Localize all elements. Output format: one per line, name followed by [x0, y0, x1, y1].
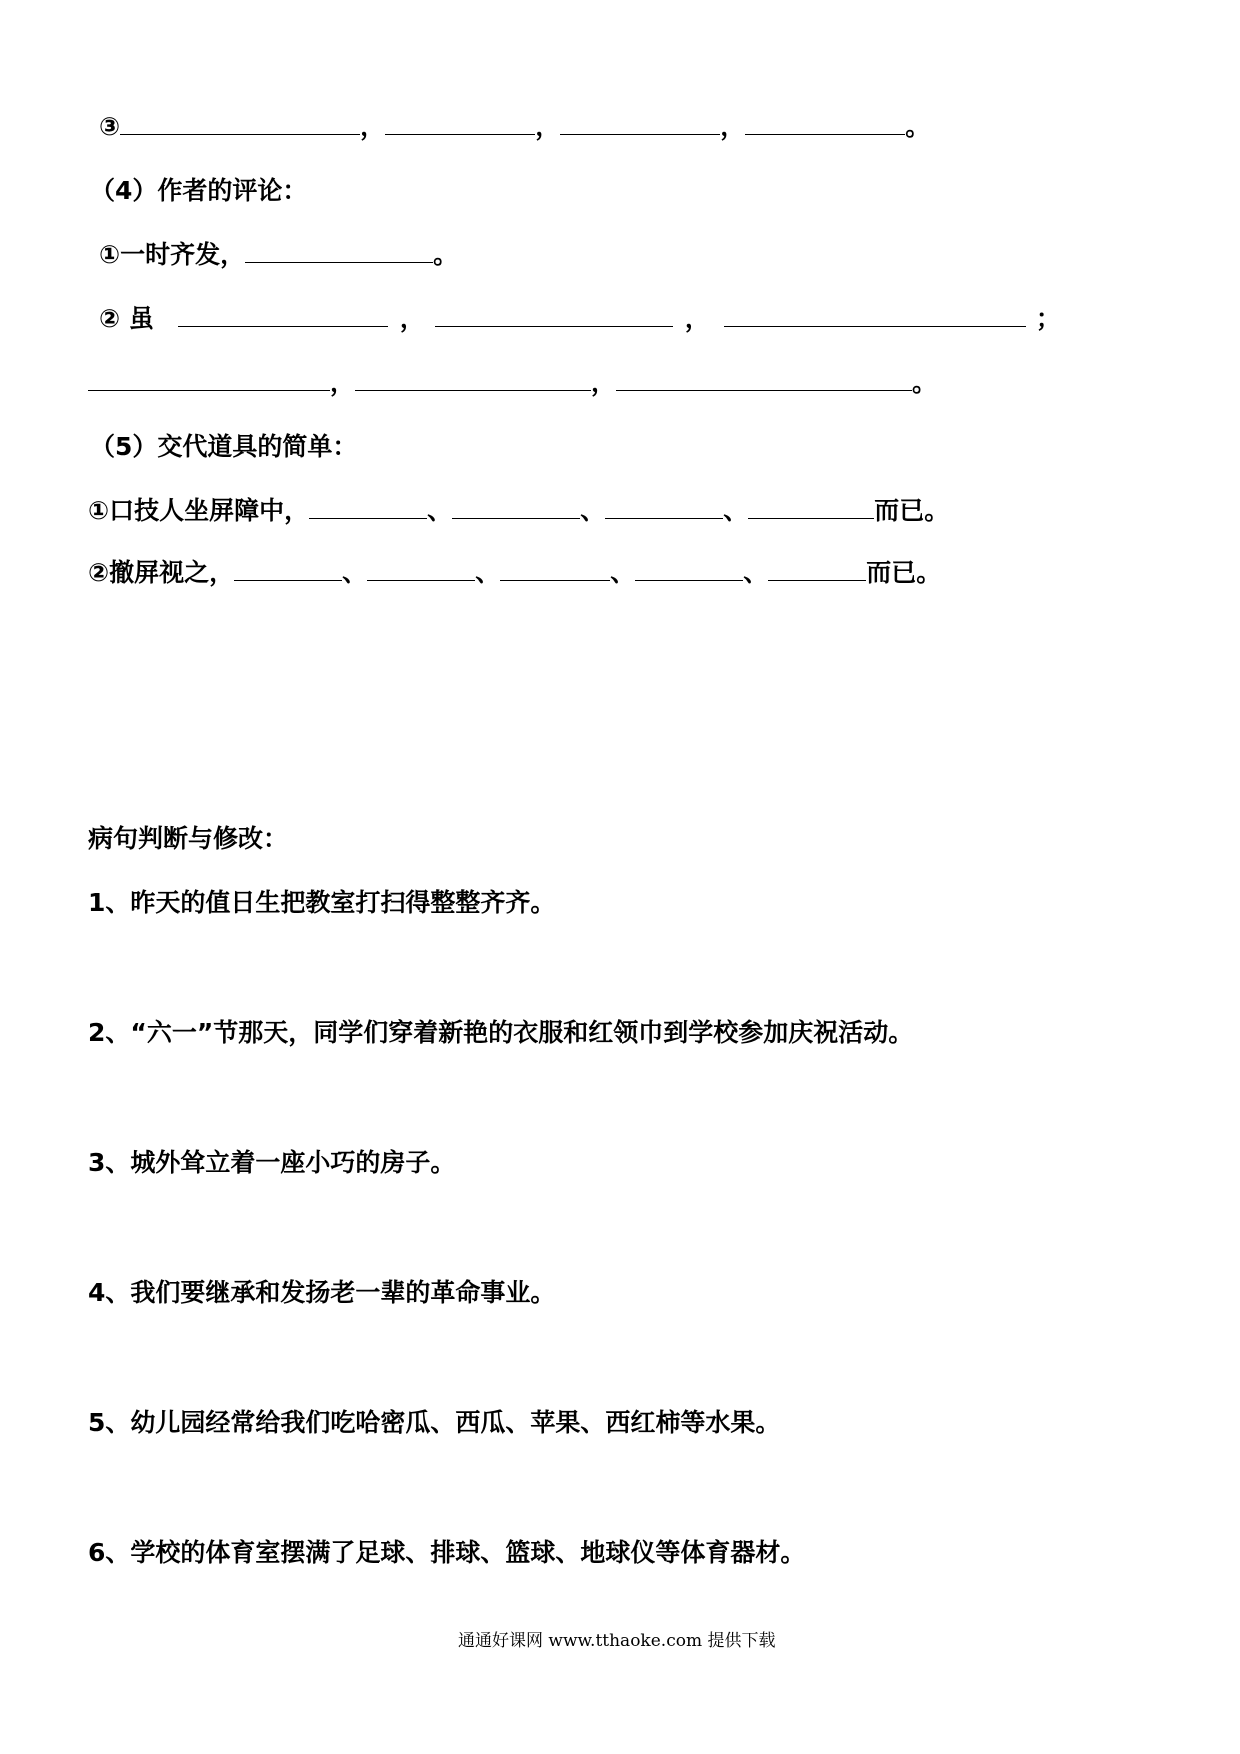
- separator: 。: [912, 368, 938, 397]
- answer-blank[interactable]: [234, 558, 342, 581]
- separator: 、: [723, 496, 749, 525]
- answer-blank[interactable]: [435, 304, 673, 327]
- separator: 、: [580, 496, 606, 525]
- answer-blank[interactable]: [385, 112, 535, 135]
- answer-blank[interactable]: [452, 496, 580, 519]
- separator: 、: [427, 496, 453, 525]
- separator: ，: [591, 368, 617, 397]
- comment-item-2-prefix: ② 虽: [99, 304, 154, 333]
- answer-blank[interactable]: [560, 112, 720, 135]
- answer-blank[interactable]: [355, 368, 591, 391]
- answer-blank[interactable]: [745, 112, 905, 135]
- sick-sentence-item: 4、我们要继承和发扬老一辈的革命事业。: [88, 1278, 556, 1307]
- separator: 、: [342, 558, 368, 587]
- circled-number-3: ③: [99, 112, 121, 141]
- props-item-1: [88, 494, 949, 528]
- answer-blank[interactable]: [635, 558, 743, 581]
- answer-blank[interactable]: [616, 368, 912, 391]
- answer-blank[interactable]: [367, 558, 475, 581]
- separator: 、: [743, 558, 769, 587]
- separator: 。: [433, 240, 459, 269]
- sick-sentence-item: 6、学校的体育室摆满了足球、排球、篮球、地球仪等体育器材。: [88, 1538, 806, 1567]
- separator: 。: [905, 112, 931, 141]
- props-item-2-text: ②撤屏视之，: [88, 558, 235, 587]
- answer-blank[interactable]: [309, 496, 427, 519]
- answer-blank[interactable]: [768, 558, 866, 581]
- separator: 、: [610, 558, 636, 587]
- separator: ；: [1035, 304, 1061, 333]
- separator: ，: [720, 112, 746, 141]
- answer-blank[interactable]: [724, 304, 1026, 327]
- sick-sentence-item: 5、幼儿园经常给我们吃哈密瓜、西瓜、苹果、西红柿等水果。: [88, 1408, 781, 1437]
- sick-sentences-heading: 病句判断与修改：: [88, 824, 289, 853]
- props-item-2-end: 而已。: [866, 558, 942, 587]
- answer-blank[interactable]: [748, 496, 874, 519]
- sick-sentence-item: 3、城外耸立着一座小巧的房子。: [88, 1148, 456, 1177]
- answer-line-3: [99, 110, 930, 144]
- separator: ，: [330, 368, 356, 397]
- answer-blank[interactable]: [500, 558, 610, 581]
- answer-blank[interactable]: [88, 368, 330, 391]
- answer-blank[interactable]: [178, 304, 388, 327]
- props-item-1-text: ①口技人坐屏障中，: [88, 496, 310, 525]
- separator: ，: [684, 304, 710, 333]
- section-5-heading: （5）交代道具的简单：: [90, 432, 358, 461]
- comment-item-1: [99, 238, 458, 272]
- section-4-heading: （4）作者的评论：: [90, 176, 308, 205]
- separator: ，: [535, 112, 561, 141]
- sick-sentence-item: 1、昨天的值日生把教室打扫得整整齐齐。: [88, 888, 556, 917]
- answer-blank[interactable]: [245, 240, 433, 263]
- separator: ，: [360, 112, 386, 141]
- comment-item-1-text: ①一时齐发，: [99, 240, 246, 269]
- answer-blank[interactable]: [120, 112, 360, 135]
- sick-sentence-item: 2、“六一”节那天，同学们穿着新艳的衣服和红领巾到学校参加庆祝活动。: [88, 1018, 914, 1047]
- answer-blank[interactable]: [605, 496, 723, 519]
- props-item-2: [88, 556, 941, 590]
- separator: ，: [399, 304, 425, 333]
- comment-item-2-continued: [88, 366, 937, 400]
- separator: 、: [475, 558, 501, 587]
- props-item-1-end: 而已。: [874, 496, 950, 525]
- page-footer: 通通好课网 www.tthaoke.com 提供下载: [458, 1631, 776, 1651]
- comment-item-2: [99, 302, 1061, 336]
